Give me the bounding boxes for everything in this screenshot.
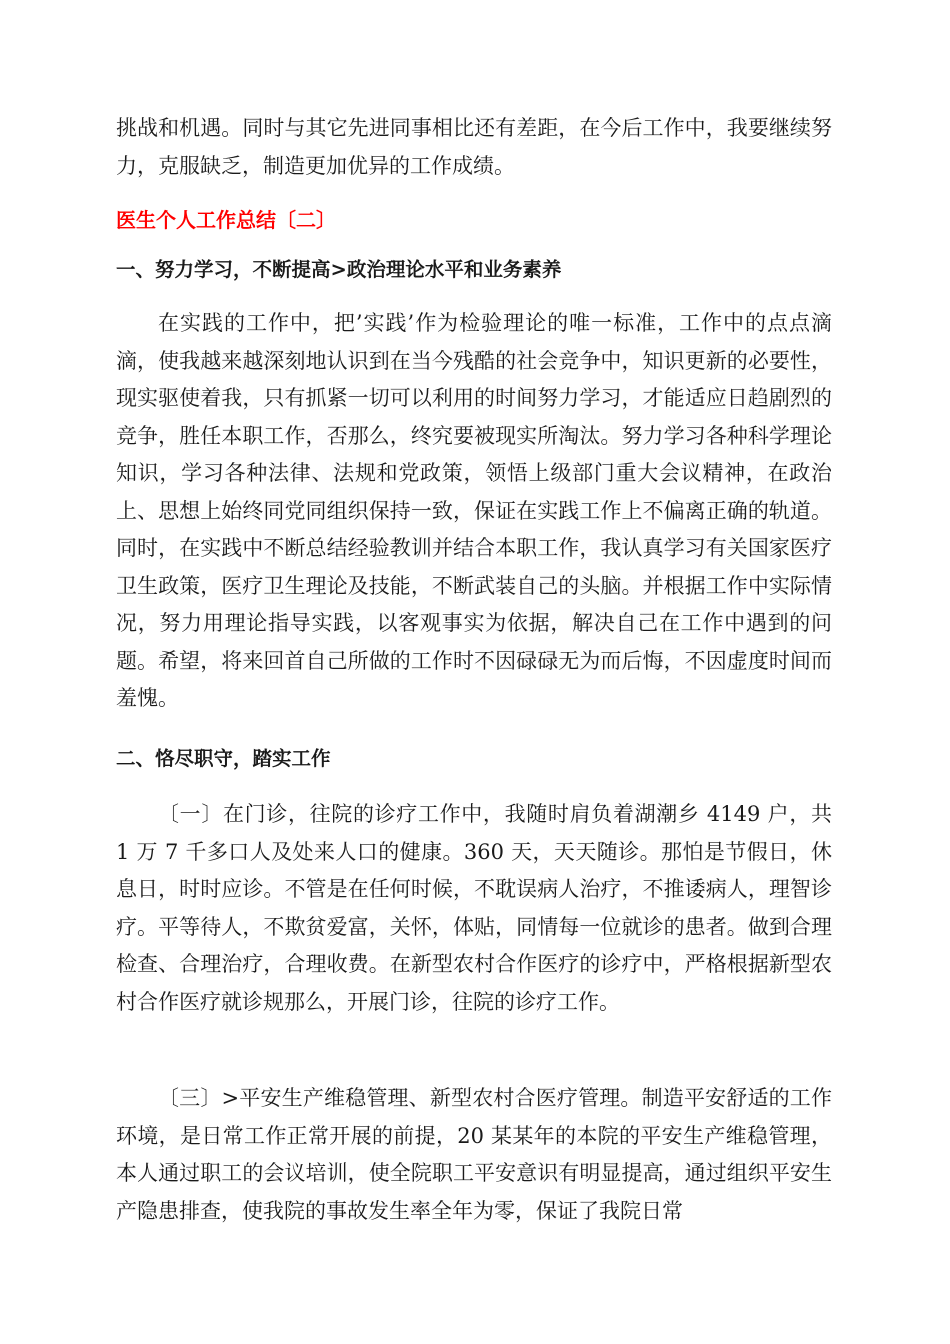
section-1-heading: 一、努力学习，不断提高>政治理论水平和业务素养 (116, 258, 562, 281)
section-2-paragraph-2: 〔三〕>平安生产维稳管理、新型农村合医疗管理。制造平安舒适的工作环境，是日常工作正常开展的前提，20 某某年的本院的平安生产维稳管理，本人通过职工的会议培训，使全院职工平安意识有明显提高，通过组织平安生产隐患排查，使我院的事故发生率全年为零，保证了我院日常 (116, 1086, 832, 1223)
intro-paragraph: 挑战和机遇。同时与其它先进同事相比还有差距，在今后工作中，我要继续努力，克服缺乏，制造更加优异的工作成绩。 (116, 116, 832, 178)
section-1-paragraph: 在实践的工作中，把’实践’作为检验理论的唯一标准，工作中的点点滴滴，使我越来越深刻地认识到在当今残酷的社会竞争中，知识更新的必要性，现实驱使着我，只有抓紧一切可以利用的时间努力学习，才能适应日趋剧烈的竞争，胜任本职工作，否那么，终究要被现实所淘汰。努力学习各种科学理论知识，学习各种法律、法规和党政策，领悟上级部门重大会议精神，在政治上、思想上始终同党同组织保持一致，保证在实践工作上不偏离正确的轨道。同时，在实践中不断总结经验教训并结合本职工作，我认真学习有关国家医疗卫生政策，医疗卫生理论及技能，不断武装自己的头脑。并根据工作中实际情况，努力用理论指导实践，以客观事实为依据，解决自己在工作中遇到的问题。希望，将来回首自己所做的工作时不因碌碌无为而后悔，不因虚度时间而羞愧。 (116, 311, 832, 710)
document-title: 医生个人工作总结〔二〕 (116, 208, 336, 232)
section-2-heading: 二、恪尽职守，踏实工作 (116, 747, 331, 770)
section-2-paragraph-1: 〔一〕在门诊，往院的诊疗工作中，我随时肩负着湖潮乡 4149 户，共 1 万 7 千多口人及处来人口的健康。360 天，天天随诊。那怕是节假日，休息日，时时应诊。不管是在任何时候，不耽误病人治疗，不推诿病人，理智诊疗。平等待人，不欺贫爱富，关怀，体贴，同情每一位就诊的患者。做到合理检查、合理治疗，合理收费。在新型农村合作医疗的诊疗中，严格根据新型农村合作医疗就诊规那么，开展门诊，往院的诊疗工作。 (116, 802, 832, 1014)
